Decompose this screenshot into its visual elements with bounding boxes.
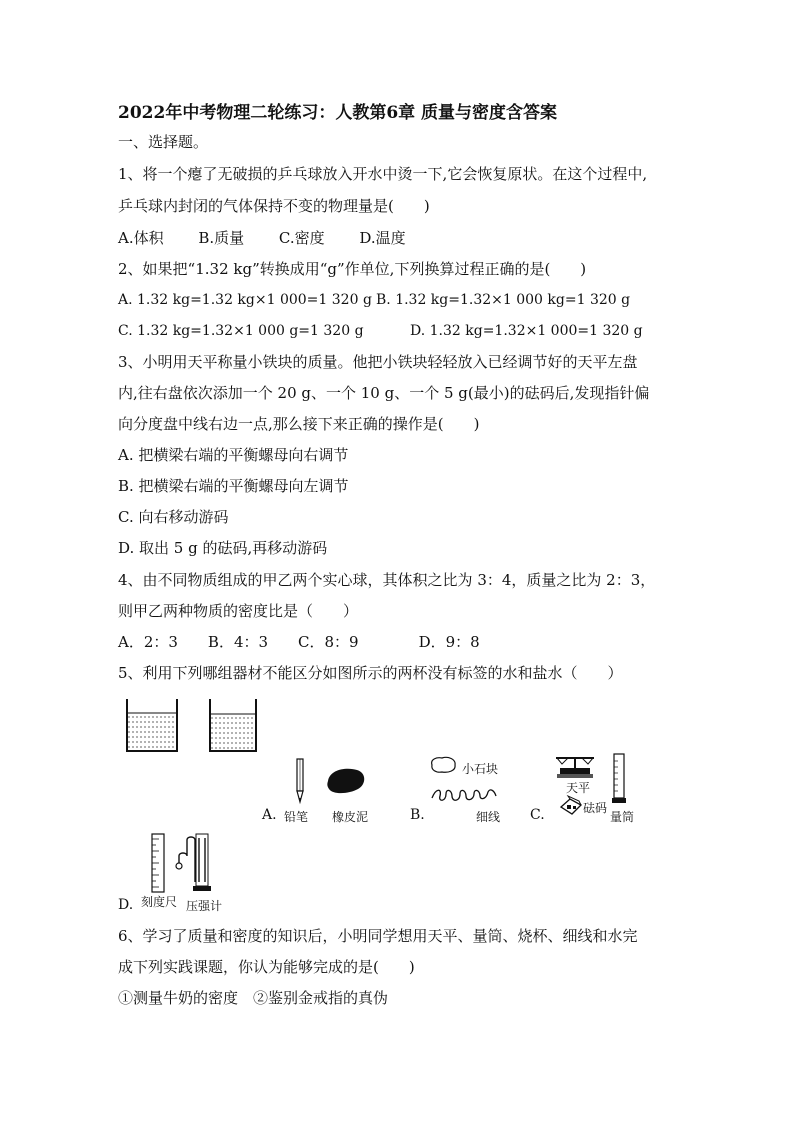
q6-line1: 6、学习了质量和密度的知识后，小明同学想用天平、量筒、烧杯、细线和水完 (118, 927, 638, 945)
q6-line3: ①测量牛奶的密度 ②鉴别金戒指的真伪 (118, 989, 389, 1007)
balance-icon (554, 754, 596, 780)
q3-option-b: B. 把横梁右端的平衡螺母向左调节 (118, 477, 349, 495)
ruler-icon (149, 833, 167, 893)
q3-option-d: D. 取出 5 g 的砝码,再移动游码 (118, 539, 328, 557)
q4-line1: 4、由不同物质组成的甲乙两个实心球，其体积之比为 3：4，质量之比为 2：3， (118, 571, 656, 589)
stone-label: 小石块 (462, 762, 499, 776)
q4-options: A．2：3 B．4：3 C．8：9 D．9：8 (118, 633, 480, 651)
q2-option-d: D. 1.32 kg=1.32×1 000=1 320 g (410, 323, 643, 339)
balance-label: 天平 (566, 781, 591, 795)
beaker-water-icon (124, 697, 180, 753)
q6-line2: 成下列实践课题，你认为能够完成的是( ) (118, 958, 415, 976)
pressure-gauge-icon (175, 832, 215, 894)
ruler-label: 刻度尺 (141, 895, 178, 909)
q3-line2: 内,往右盘依次添加一个 20 g、一个 10 g、一个 5 g(最小)的砝码后,发现指针偏 (118, 384, 650, 402)
q3-line1: 3、小明用天平称量小铁块的质量。他把小铁块轻轻放入已经调节好的天平左盘 (118, 353, 638, 371)
option-d-label: D. (118, 897, 134, 913)
q2-line1: 2、如果把“1.32 kg”转换成用“g”作单位,下列换算过程正确的是( ) (118, 260, 587, 278)
gauge-label: 压强计 (186, 899, 223, 913)
q1-options: A.体积 B.质量 C.密度 D.温度 (118, 229, 406, 247)
option-c-label: C. (530, 807, 545, 823)
option-a-label: A. (262, 807, 277, 823)
clay-label: 橡皮泥 (332, 810, 369, 824)
thread-icon (430, 786, 500, 804)
q1-line1: 1、将一个瘪了无破损的乒乓球放入开水中烫一下,它会恢复原状。在这个过程中, (118, 165, 648, 183)
pencil-label: 铅笔 (284, 810, 309, 824)
q4-line2: 则甲乙两种物质的密度比是（ ） (118, 602, 359, 620)
weights-label: 砝码 (583, 801, 608, 815)
stone-icon (428, 755, 458, 775)
eraser-clay-icon (325, 765, 367, 797)
thread-label: 细线 (476, 810, 501, 824)
page-title: 2022年中考物理二轮练习：人教第6章 质量与密度含答案 (118, 103, 558, 123)
q5-line1: 5、利用下列哪组器材不能区分如图所示的两杯没有标签的水和盐水（ ） (118, 664, 623, 682)
q2-option-c: C. 1.32 kg=1.32×1 000 g=1 320 g (118, 323, 364, 339)
q3-option-a: A. 把横梁右端的平衡螺母向右调节 (118, 446, 349, 464)
q2-option-b: B. 1.32 kg=1.32×1 000 kg=1 320 g (376, 292, 631, 308)
q3-line3: 向分度盘中线右边一点,那么接下来正确的操作是( ) (118, 415, 480, 433)
q2-option-a: A. 1.32 kg=1.32 kg×1 000=1 320 g (118, 292, 372, 308)
section-heading: 一、选择题。 (118, 133, 209, 151)
cylinder-label: 量筒 (610, 810, 635, 824)
weights-box-icon (558, 795, 584, 817)
option-b-label: B. (410, 807, 425, 823)
q1-line2: 乒乓球内封闭的气体保持不变的物理量是( ) (118, 197, 430, 215)
measuring-cylinder-icon (611, 753, 627, 805)
q3-option-c: C. 向右移动游码 (118, 508, 229, 526)
beaker-saltwater-icon (207, 697, 259, 753)
pencil-icon (293, 758, 307, 804)
